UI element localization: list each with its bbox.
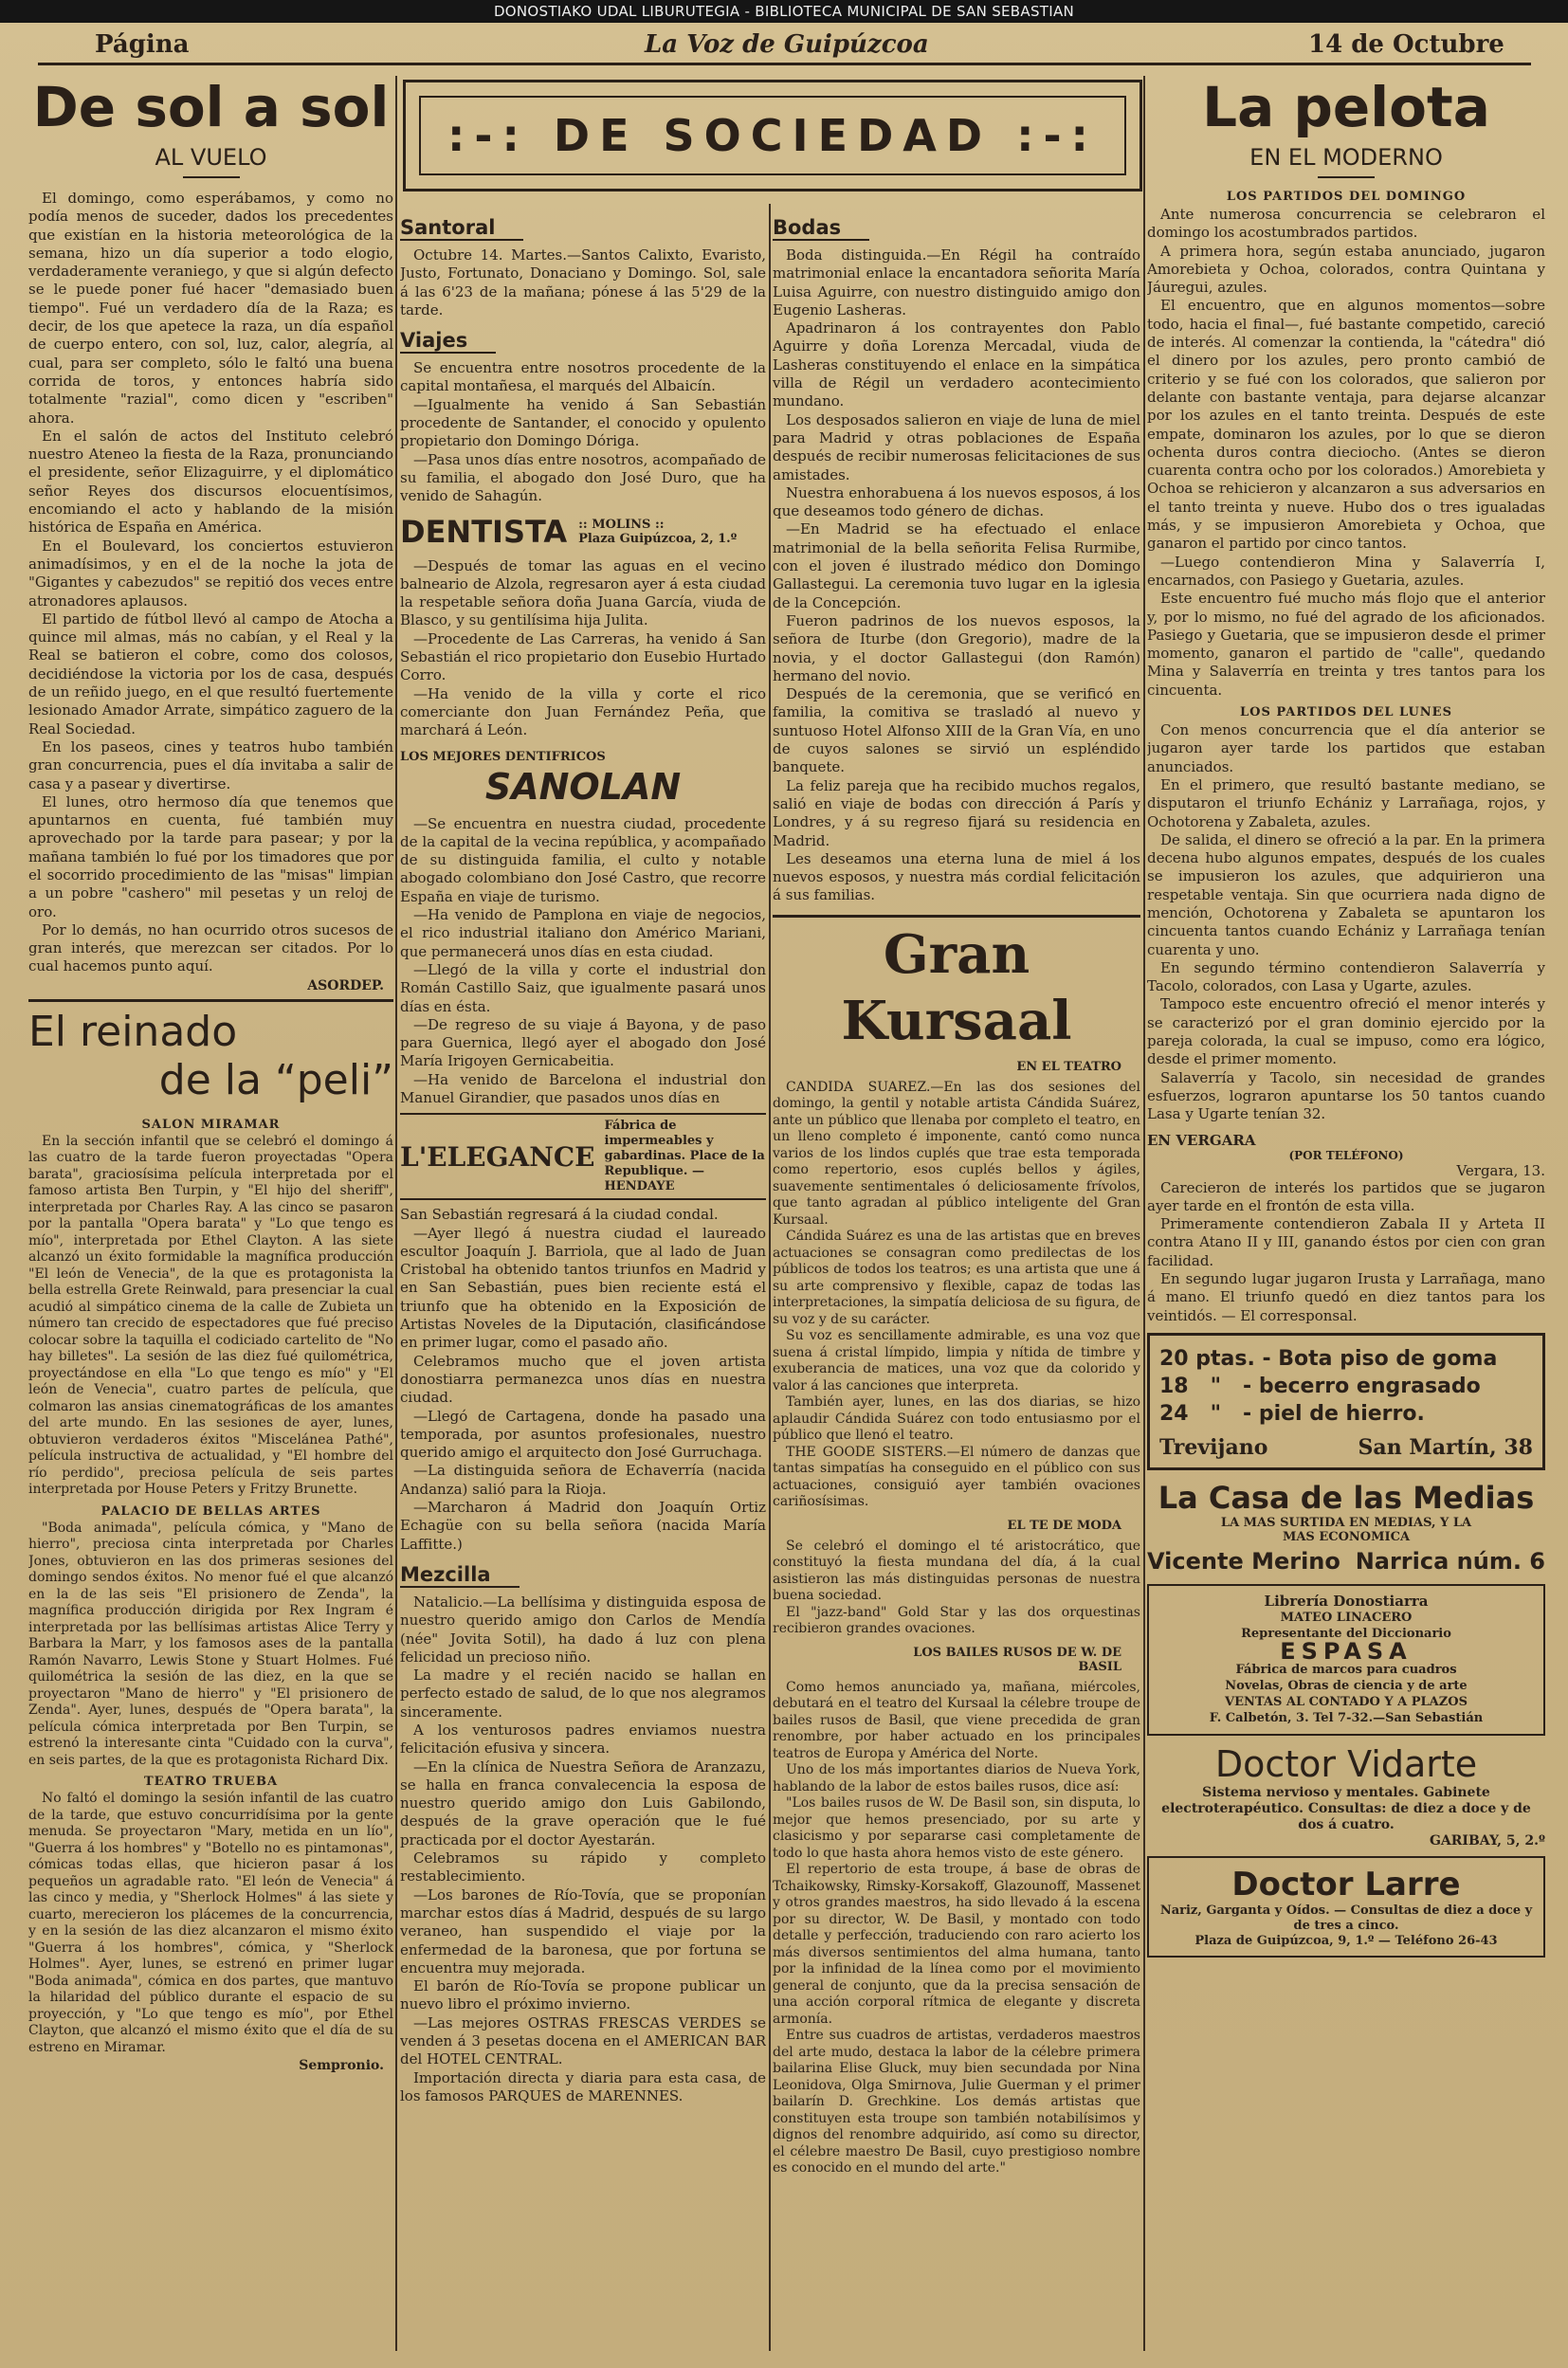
sanolan-ad: SANOLAN — [484, 765, 682, 808]
ad-shop: Trevijano — [1159, 1434, 1268, 1460]
paragraph: —En la clínica de Nuestra Señora de Aranzazu, se halla en franca convalecencia la esposa de nuestro querido amigo don Luis Gabilondo, después de la grave operación que le fué practicada por el doctor Ayestarán. — [400, 1758, 766, 1849]
paragraph: Como hemos anunciado ya, mañana, miércoles, debutará en el teatro del Kursaal la célebre troupe de bailes rusos de Basil, que viene precedida de gran renombre, por haber actuado en los principales teatros de Europa y América del Norte. — [773, 1679, 1140, 1761]
signature: ASORDEP. — [307, 977, 384, 993]
ad-name: Vicente Merino — [1147, 1547, 1340, 1575]
paragraph: "Los bailes rusos de W. De Basil son, sin disputa, lo mejor que hemos presenciado, por su arte y clasicismo y por separarse casi completamente de todo lo que hasta ahora hemos visto de este género. — [773, 1795, 1140, 1861]
paragraph: Apadrinaron á los contrayentes don Pablo Aguirre y doña Lorenza Mercadal, viuda de Lasheras constituyendo el enlace en la simpática villa de Régil un verdadero acontecimiento mundano. — [773, 319, 1140, 410]
section-heading: LOS BAILES RUSOS DE W. DE BASIL — [913, 1645, 1121, 1674]
paragraph: —Procedente de Las Carreras, ha venido á San Sebastián el rico propietario don Eusebio Hurtado Corro. — [400, 629, 766, 684]
paragraph: —Llegó de Cartagena, donde ha pasado una temporada, por asuntos profesionales, nuestro querido amigo el arquitecto don José Gurruchaga. — [400, 1407, 766, 1462]
dateline: Vergara, 13. — [1456, 1161, 1545, 1179]
column-divider — [1143, 76, 1145, 2351]
header-right: 14 de Octubre — [1308, 30, 1504, 59]
dentista-ad — [400, 514, 766, 550]
ad-line: Librería Donostiarra — [1264, 1592, 1429, 1610]
ad-line: Fábrica de marcos para cuadros — [1235, 1662, 1457, 1677]
ad-title: Doctor Vidarte — [1214, 1742, 1478, 1785]
section-heading: Bodas — [773, 216, 869, 241]
paragraph: Los desposados salieron en viaje de luna de miel para Madrid y otras poblaciones de España después de recibir numerosas felicitaciones de sus amistades. — [773, 410, 1140, 483]
header-rule — [38, 63, 1531, 65]
ad-address: GARIBAY, 5, 2.º — [1429, 1832, 1545, 1849]
paragraph: Natalicio.—La bellísima y distinguida esposa de nuestro querido amigo don Carlos de Mendía (née" Jovita Sotil), ha dado á luz con plena felicidad un precioso niño. — [400, 1593, 766, 1666]
paragraph: El domingo, como esperábamos, y como no podía menos de suceder, dados los precedentes que existían en la historia meteorológica de la semana, hizo un día superior a todo elogio, verdaderamente veraniego, y que si algún defecto se le puede poner fué hacer "demasiado buen tiempo". Fué un verdadero día de la Raza; es decir, de los que apetece la raza, un día español de cuerpo entero, con sol, luz, calor, alegría, al cual, para ser completo, sólo le faltó una buena corrida de toros, y entonces habría sido totalmente "razial", como dicen y "escriben" ahora. — [28, 190, 393, 427]
section-heading: EL TE DE MODA — [1007, 1518, 1121, 1533]
column-divider — [769, 204, 771, 2351]
paragraph: No faltó el domingo la sesión infantil de las cuatro de la tarde, que estuvo concurridísima por la gente menuda. Se proyectaron "Mary, metida en un lío", "Guerra á los hombres" y "Botello no es pintamonas", cómicas todas ellas, que hicieron pasar á los pequeños un agradable rato. "El león de Venecia" á las cinco y media, y "Sherlock Holmes" á las siete y cuarto, merecieron los plácemes de la concurrencia, y en la sesión de las diez alcanzaron el mismo éxito "Guerra á los hombres", cómica, y "Sherlock Holmes". Ayer, lunes, se estrenó en primer lugar "Boda animada", cómica en dos partes, que mantuvo la hilaridad del público durante el espacio de su proyección, y "Lo que tengo es mío", por Ethel Clayton, que alcanzó el mismo éxito que el día de su estreno en Miramar. — [28, 1791, 393, 2055]
paragraph: A los venturosos padres enviamos nuestra felicitación efusiva y sincera. — [400, 1721, 766, 1758]
paragraph: La madre y el recién nacido se hallan en perfecto estado de salud, de lo que nos alegramos sinceramente. — [400, 1667, 766, 1721]
paragraph: Carecieron de interés los partidos que se jugaron ayer tarde en el frontón de esta villa. — [1147, 1178, 1545, 1214]
paragraph: Después de la ceremonia, que se verificó en familia, la comitiva se trasladó al nuevo y suntuoso Hotel Alfonso XIII de la Gran Vía, en uno de cuyos salones se sirvió un espléndido banquete. — [773, 685, 1140, 776]
trevijano-ad — [1147, 1333, 1545, 1470]
paragraph: En los paseos, cines y teatros hubo también gran concurrencia, pues el día invitaba a salir de casa y a pasear y divertirse. — [28, 738, 393, 792]
paragraph: A primera hora, según estaba anunciado, jugaron Amorebieta y Ochoa, colorados, contra Quintana y Jáuregui, azules. — [1147, 242, 1545, 297]
paragraph: En segundo lugar jugaron Irusta y Larrañaga, mano á mano. El triunfo quedó en diez tantos para los veintidós. — El corresponsal. — [1147, 1270, 1545, 1324]
section-heading: Mezcilla — [400, 1563, 520, 1588]
section-heading: Santoral — [400, 216, 523, 241]
paragraph: Por lo demás, no han ocurrido otros sucesos de gran interés, que merezcan ser citados. Por lo cual hacemos punto aquí. — [28, 920, 393, 975]
paragraph: En la sección infantil que se celebró el domingo á las cuatro de la tarde fueron proyectadas "Opera barata", graciosísima película interpretada por el famoso artista Ben Turpin, y "El hijo del sheriff", interpretada por Charles Ray. A las cinco se pasaron por la pantalla "Opera barata" y "Lo que tengo es mío", interpretada por Ethel Clayton. A las siete alcanzó un éxito formidable la magnífica producción "El león de Venecia", de la que es protagonista la bella estrella Grete Reinwald, para presenciar la cual acudió al simpático cinema de la calle de Zubieta un número tan crecido de espectadores que fué preciso colocar sobre la taquilla el codiciado cartelito de "No hay billetes". La sesión de las diez fué quilométrica, proyectándose en ella "Lo que tengo es mío" y "El león de Venecia", cuatro partes de película, que colmaron las ansias cinematográficas de los amantes del arte mundo. En las sesiones de ayer, lunes, obtuvieron verdaderos éxitos "Miscelánea Pathé", película instructiva de actualidad, y "El hombre del río perdido", preciosa película de seis partes interpretada por House Peters y Fritzy Brunette. — [28, 1133, 393, 1498]
ad-line: 18 " - becerro engrasado — [1159, 1374, 1481, 1398]
paragraph: —Después de tomar las aguas en el vecino balneario de Alzola, regresaron ayer á esta ciudad la respetable señora doña Juana García, viuda de Blasco, y su gentilísima hija Julita. — [400, 556, 766, 629]
ad-title: ESPASA — [1280, 1637, 1413, 1665]
column-la-pelota — [1147, 76, 1545, 2351]
paragraph: —Las mejores OSTRAS FRESCAS VERDES se venden á 3 pesetas docena en el AMERICAN BAR del HOTEL CENTRAL. — [400, 2013, 766, 2068]
column-sociedad-left — [400, 207, 766, 2351]
paragraph: Se celebró el domingo el té aristocrático, que constituyó la fiesta mundana del día, á la cual asistieron las más distinguidas personas de nuestra buena sociedad. — [773, 1538, 1140, 1604]
paragraph: Tampoco este encuentro ofreció el menor interés y se caracterizó por el gran dominio ejercido por la pareja colorada, la cual se impuso, como era lógico, desde el primer momento. — [1147, 995, 1545, 1068]
ad-address: Plaza Guipúzcoa, 2, 1.º — [578, 531, 738, 546]
paragraph: —Llegó de la villa y corte el industrial don Román Castillo Saiz, que igualmente pasará unos días en ésta. — [400, 960, 766, 1015]
signature: Sempronio. — [299, 2058, 384, 2074]
larre-ad — [1147, 1856, 1545, 1958]
divider — [28, 999, 393, 1002]
paragraph: —Ha venido de Barcelona el industrial don Manuel Girandier, que pasados unos días en — [400, 1070, 766, 1106]
sociedad-title: :-: DE SOCIEDAD :-: — [447, 110, 1098, 161]
paragraph: —Ha venido de la villa y corte el rico comerciante don Juan Fernández Peña, que marchará á León. — [400, 684, 766, 739]
article-subtitle: EN EL MODERNO — [1249, 144, 1443, 171]
section-heading: LOS PARTIDOS DEL DOMINGO — [1226, 190, 1467, 204]
paragraph: —De regreso de su viaje á Bayona, y de paso para Guernica, llegó ayer el abogado don José María Irigoyen Gernicabeitia. — [400, 1015, 766, 1070]
paragraph: Salaverría y Tacolo, sin necesidad de grandes esfuerzos, lograron apuntarse los 50 tantos cuando Lasa y Ugarte tenían 32. — [1147, 1068, 1545, 1123]
paragraph: THE GOODE SISTERS.—El número de danzas que tantas simpatías ha conseguido en el público con sus actuaciones, consiguió ayer también ovaciones cariñosísimas. — [773, 1444, 1140, 1510]
section-heading: PALACIO DE BELLAS ARTES — [100, 1503, 321, 1519]
column-sociedad-right — [773, 207, 1140, 2351]
section-heading: TEATRO TRUEBA — [143, 1775, 279, 1790]
sociedad-banner — [403, 80, 1142, 191]
article-title: De sol a sol — [32, 76, 390, 139]
paragraph: Ante numerosa concurrencia se celebraron el domingo los acostumbrados partidos. — [1147, 206, 1545, 242]
paragraph: CANDIDA SUAREZ.—En las dos sesiones del domingo, la gentil y notable artista Cándida Suárez, ante un público que llenaba por completo el teatro, en un lleno completo é imponente, cantó como nunca varios de los lindos cuplés que trae esta temporada como repertorio, esos cuplés bellos y ágiles, suavemente sentimentales ó deliciosamente frívolos, que tanto agradan al público inteligente del Gran Kursaal. — [773, 1079, 1140, 1228]
ad-line: Representante del Diccionario — [1241, 1626, 1451, 1641]
paragraph: Celebramos su rápido y completo restablecimiento. — [400, 1849, 766, 1885]
divider — [773, 915, 1140, 918]
paragraph: Su voz es sencillamente admirable, es una voz que suena á cristal límpido, limpia y nítida de timbre y exuberancia de matices, una voz que da colorido y valor á las canciones que interpreta. — [773, 1328, 1140, 1393]
section-heading: EN VERGARA — [1147, 1131, 1256, 1149]
paragraph: El lunes, otro hermoso día que tenemos que apuntarnos en cuenta, fué también muy aprovechado por la tarde para pasear; y por la mañana también lo fué por los timadores que por el socorrido procedimiento de las "misas" limpian a un pobre "cashero" mil pesetas y un reloj de oro. — [28, 792, 393, 920]
ad-address: Plaza de Guipúzcoa, 9, 1.º — Teléfono 26-43 — [1194, 1933, 1498, 1948]
paragraph: En segundo término contendieron Salaverría y Tacolo, colorados, con Lasa y Ugarte, azules. — [1147, 958, 1545, 995]
paragraph: Celebramos mucho que el joven artista donostiarra permanezca unos días en nuestra ciudad. — [400, 1352, 766, 1407]
paragraph: Boda distinguida.—En Régil ha contraído matrimonial enlace la encantadora señorita María Luisa Aguirre, con nuestro distinguido amigo don Eugenio Lasheras. — [773, 246, 1140, 319]
ad-line: MAS ECONOMICA — [1282, 1529, 1411, 1544]
paragraph: —Luego contendieron Mina y Salaverría I, encarnados, con Pasiego y Guetaria, azules. — [1147, 553, 1545, 589]
page-header — [38, 27, 1517, 64]
section-subheading: (POR TELÉFONO) — [1288, 1148, 1404, 1162]
paragraph: El encuentro, que en algunos momentos—sobre todo, hacia el final—, fué bastante competido, careció de interés. Al comenzar la contienda, la "cátedra" dió el dinero por los azules, pero pronto cambió de criterio y se fué con los colorados, que salieron por delante con bastante ventaja, para dejarse alcanzar por los azules en el tanto treinta. Después de este empate, dominaron los azules, por lo que se dieron ochenta duros contra dieciocho. (Antes se dieron cuarenta contra ocho por los colorados.) Amorebieta y Ochoa se rehicieron y alcanzaron a sus adversarios en el tanto treinta y nueve. Hubo dos o tres igualadas más, y se impusieron Amorebieta y Ochoa, que ganaron el partido por cinco tantos. — [1147, 297, 1545, 553]
paragraph: El partido de fútbol llevó al campo de Atocha a quince mil almas, más no cabían, y el Real y la Real se batieron el cobre, como dos colosos, decidiéndose la victoria por los de casa, después de un reñido juego, en el que resultó fuertemente lesionado Amador Arrate, simpático zaguero de la Real Sociedad. — [28, 610, 393, 738]
paragraph: —Ha venido de Pamplona en viaje de negocios, el rico industrial italiano don Américo Mariani, que permanecerá unos días en esta ciudad. — [400, 906, 766, 960]
paragraph: Primeramente contendieron Zabala II y Arteta II contra Atano II y III, ganando éstos por cien con gran facilidad. — [1147, 1215, 1545, 1269]
paragraph: Importación directa y diaria para esta casa, de los famosos PARQUES de MARENNES. — [400, 2068, 766, 2104]
ad-title: Doctor Larre — [1231, 1865, 1461, 1904]
paragraph: —Los barones de Río-Tovía, que se proponían marchar estos días á Madrid, después de su largo veraneo, han suspendido el viaje por la enfermedad de la baronesa, que por fortuna se encuentra muy mejorada. — [400, 1885, 766, 1976]
paragraph: El "jazz-band" Gold Star y las dos orquestinas recibieron grandes ovaciones. — [773, 1604, 1140, 1637]
ad-line: VENTAS AL CONTADO Y A PLAZOS — [1225, 1694, 1468, 1709]
section-heading: LOS PARTIDOS DEL LUNES — [1240, 705, 1452, 720]
ad-title: DENTISTA — [400, 513, 568, 550]
paragraph: Les deseamos una eterna luna de miel á los nuevos esposos, y nuestra más cordial felicitación á sus familias. — [773, 849, 1140, 904]
libreria-ad — [1147, 1584, 1545, 1736]
paragraph: Nuestra enhorabuena á los nuevos esposos, á los que deseamos todo género de dichas. — [773, 483, 1140, 520]
paragraph: Fueron padrinos de los nuevos esposos, la señora de Iturbe (don Gregorio), madre de la novia, y el doctor Gallastegui (don Ramón) hermano del novio. — [773, 611, 1140, 684]
article-title: El reinado — [28, 1007, 238, 1056]
elegance-ad — [400, 1113, 766, 1200]
paragraph: Con menos concurrencia que el día anterior se jugaron ayer tarde los partidos que estaban anunciados. — [1147, 721, 1545, 775]
column-divider — [395, 76, 397, 2351]
ad-title: L'ELEGANCE — [400, 1140, 595, 1173]
paragraph: —En Madrid se ha efectuado el enlace matrimonial de la bella señorita Felisa Rurmibe, con el joven é ilustrado médico don Domingo Gallastegui. La ceremonia tuvo lugar en la iglesia de la Concepción. — [773, 520, 1140, 611]
ad-title: La Casa de las Medias — [1158, 1479, 1535, 1516]
paragraph: —La distinguida señora de Echaverría (nacida Andanza) salió para la Rioja. — [400, 1462, 766, 1498]
ad-line: LA MAS SURTIDA EN MEDIAS, Y LA — [1220, 1515, 1472, 1530]
ad-line: Nariz, Garganta y Oídos. — Consultas de diez a doce y de tres a cinco. — [1159, 1903, 1533, 1933]
paragraph: La feliz pareja que ha recibido muchos regalos, salió en viaje de bodas con dirección á París y Londres, y á su regreso fijará su residencia en Madrid. — [773, 776, 1140, 849]
paragraph: —Se encuentra en nuestra ciudad, procedente de la capital de la vecina república, y acompañado de su distinguida familia, el culto y notable abogado colombiano don José Castro, que recorre España en viaje de turismo. — [400, 814, 766, 905]
header-left: Página — [95, 30, 190, 59]
article-subtitle: AL VUELO — [155, 144, 267, 171]
paragraph: Cándida Suárez es una de las artistas que en breves actuaciones se consagran como predilectas de los públicos de todos los teatros; es una artista que une á su arte comprensivo y flexible, capaz de todas las interpretaciones, la simpatía deliciosa de su figura, de su voz y de su carácter. — [773, 1229, 1140, 1327]
paragraph: El barón de Río-Tovía se propone publicar un nuevo libro el próximo invierno. — [400, 1977, 766, 2013]
paragraph: Uno de los más importantes diarios de Nueva York, hablando de la labor de estos bailes rusos, dice así: — [773, 1762, 1140, 1794]
paragraph: —Igualmente ha venido á San Sebastián procedente de Santander, el conocido y opulento propietario don Domingo Dóriga. — [400, 395, 766, 450]
ad-text: Fábrica de impermeables y gabardinas. Place de la Republique. — HENDAYE — [604, 1119, 765, 1194]
ad-line: 20 ptas. - Bota piso de goma — [1159, 1346, 1498, 1371]
kursaal-title: Gran Kursaal — [841, 922, 1072, 1052]
ad-name: :: MOLINS :: — [578, 517, 665, 532]
paragraph: En el primero, que resultó bastante mediano, se disputaron el triunfo Echániz y Larrañaga, rojos, y Ochotorena y Zabaleta, azules. — [1147, 775, 1545, 830]
ad-line: Sistema nervioso y mentales. Gabinete electroterapéutico. Consultas: de diez a doce y de dos á cuatro. — [1161, 1784, 1531, 1832]
ad-line: 24 " - piel de hierro. — [1159, 1401, 1425, 1426]
paragraph: Entre sus cuadros de artistas, verdaderos maestros del arte mudo, destaca la labor de la célebre primera bailarina Elise Gluck, muy bien secundada por Nina Leonidova, Olga Smirnova, Julie Guerman y el primer bailarín D. Grechkine. Los demás artistas que constituyen esta troupe son también notabilísimos y dignos del renombre adquirido, así como su director, el célebre maestro De Basil, cuyo prestigioso nombre es conocido en el mundo del arte." — [773, 2028, 1140, 2177]
ad-address: San Martín, 38 — [1358, 1434, 1533, 1460]
section-heading: EN EL TEATRO — [1016, 1059, 1121, 1074]
paragraph: —Pasa unos días entre nosotros, acompañado de su familia, el abogado don José Duro, que ha venido de Sahagún. — [400, 450, 766, 505]
article-title: de la “peli” — [158, 1055, 393, 1104]
paragraph: En el salón de actos del Instituto celebró nuestro Ateneo la fiesta de la Raza, pronunciando el presidente, señor Elizaguirre, y el diplomático señor Reyes dos discursos elocuentísimos, encomiando el acto y hablando de la misión histórica de España en América. — [28, 427, 393, 537]
paragraph: Este encuentro fué mucho más flojo que el anterior y, por lo mismo, no fué del agrado de los aficionados. Pasiego y Guetaria, que se impusieron desde el primer momento, ganaron el partido de "calle", quedando Mina y Salaverría en treinta y tres tantos para los cincuenta. — [1147, 590, 1545, 699]
section-heading: Viajes — [400, 329, 496, 354]
divider — [183, 176, 240, 178]
paragraph: "Boda animada", película cómica, y "Mano de hierro", preciosa cinta interpretada por Charles Jones, obtuvieron en las dos primeras sesiones del domingo sendos éxitos. No menor fué el que alcanzó en la de las seis "El prisionero de Zenda", la magnífica producción dirigida por Rex Ingram é interpretada por las bellísimas artistas Alice Terry y Barbara la Marr, y los famosos ases de la pantalla Ramón Navarro, Lewis Stone y Stuart Holmes. Fué quilométrica la sesión de las diez, en la que se proyectaron "Mano de hierro" y "El prisionero de Zenda". Ayer, lunes, después de "Opera barata", la película cómica interpretada por Ben Turpin, se estrenó la interesante cinta "Cuidado con la curva", en seis partes, de la que es protagonista Richard Dix. — [28, 1520, 393, 1768]
paragraph: San Sebastián regresará á la ciudad condal. — [400, 1206, 719, 1224]
paragraph: —Marcharon á Madrid don Joaquín Ortiz Echagüe con su bella señora (nacida María Laffitte.) — [400, 1499, 766, 1553]
header-center: La Voz de Guipúzcoa — [645, 30, 929, 59]
paragraph: Octubre 14. Martes.—Santos Calixto, Evaristo, Justo, Fortunato, Donaciano y Domingo. Sol, sale á las 6'23 de la mañana; pónese á las 5'29 de la tarde. — [400, 246, 766, 319]
ad-line: F. Calbetón, 3. Tel 7-32.—San Sebastián — [1209, 1710, 1484, 1725]
archive-banner: DONOSTIAKO UDAL LIBURUTEGIA - BIBLIOTECA MUNICIPAL DE SAN SEBASTIAN — [0, 0, 1568, 23]
divider — [1318, 176, 1375, 178]
ad-line: MATEO LINACERO — [1280, 1610, 1413, 1625]
paragraph: En el Boulevard, los conciertos estuvieron animadísimos, y en el de la noche la jota de "Gigantes y cabezudos" se repitió dos veces entre atronadores aplausos. — [28, 537, 393, 610]
article-title: La pelota — [1202, 76, 1490, 139]
column-de-sol-a-sol — [28, 76, 393, 2351]
vidarte-ad — [1147, 1743, 1545, 1849]
section-heading: SALON MIRAMAR — [141, 1117, 281, 1132]
paragraph: De salida, el dinero se ofreció a la par. En la primera decena hubo algunos empates, después de los cuales se impusieron los azules, que adquirieron una respetable ventaja. Sin que ocurriera nada digno de mención, Ochotorena y Zabaleta se apuntaron los cincuenta tantos cuando Echániz y Larrañaga tenían cuarenta y uno. — [1147, 830, 1545, 958]
paragraph: Se encuentra entre nosotros procedente de la capital montañesa, el marqués del Albaicín. — [400, 359, 766, 395]
ad-line: Novelas, Obras de ciencia y de arte — [1225, 1678, 1468, 1693]
ad-address: Narrica núm. 6 — [1355, 1547, 1545, 1575]
paragraph: También ayer, lunes, en las dos diarias, se hizo aplaudir Cándida Suárez con todo entusiasmo por el público que llenó el teatro. — [773, 1394, 1140, 1444]
ad-tagline: LOS MEJORES DENTIFRICOS — [400, 749, 606, 764]
paragraph: —Ayer llegó á nuestra ciudad el laureado escultor Joaquín J. Barriola, que al lado de Juan Cristobal ha obtenido tantos triunfos en Madrid y en San Sebastián, pues bien reciente está el triunfo que ha obtenido en la Exposición de Artistas Noveles de la Diputación, clasificándose en primer lugar, como el pasado año. — [400, 1224, 766, 1352]
casa-medias-ad — [1147, 1480, 1545, 1575]
paragraph: El repertorio de esta troupe, á base de obras de Tchaikowsky, Rimsky-Korsakoff, Glazounoff, Massenet y otros grandes maestros, ha sido llevado á la escena por su director, W. De Basil, y montado con todo detalle y perfección, traduciendo con raro acierto los más diversos sentimientos del alma humana, tanto por la infinidad de la línea como por el movimiento general de conjunto, que da la precisa sensación de una acción corporal rítmica de elegante y discreta armonía. — [773, 1862, 1140, 2027]
